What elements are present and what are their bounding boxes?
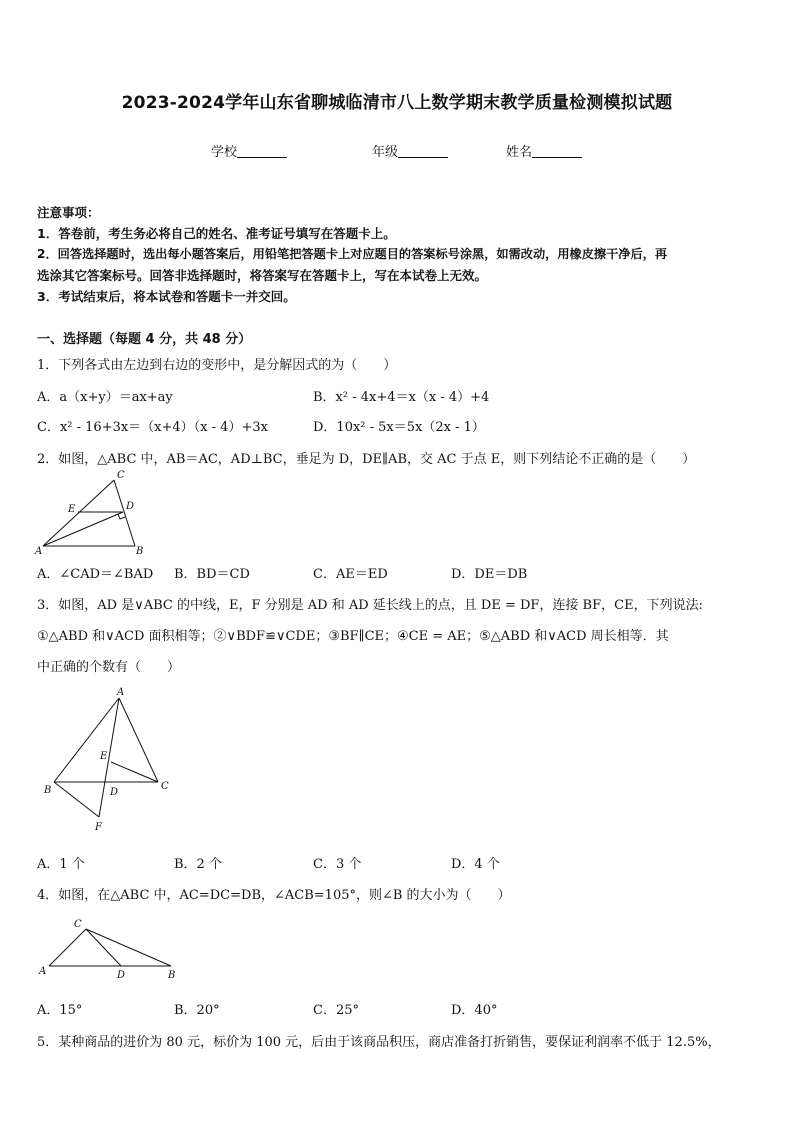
q3-label-a: A: [117, 687, 125, 698]
q2-seg-ad: [43, 512, 123, 546]
q4-label-c: C: [74, 919, 82, 930]
q4-option-c: C．25°: [313, 1003, 359, 1018]
q3-figure: [37, 685, 177, 835]
q3-option-d: D．4 个: [451, 857, 500, 872]
q3-label-f: F: [95, 822, 102, 833]
q2-option-b: B．BD＝CD: [174, 567, 250, 582]
grade-field: [372, 141, 448, 160]
q2-label-b: B: [136, 546, 144, 556]
school-blank: [237, 144, 287, 158]
q2-right-angle-mark: [118, 514, 125, 519]
page-title: 2023-2024学年山东省聊城临清市八上数学期末教学质量检测模拟试题: [121, 93, 673, 113]
q3-line-2: ①△ABD 和∨ACD 面积相等；②∨BDF≌∨CDE；③BF∥CE；④CE = AE；⑤△ABD 和∨ACD 周长相等．其: [37, 629, 669, 644]
q2-option-d: D．DE＝DB: [451, 567, 528, 582]
q3-seg-ab: [54, 698, 119, 782]
q2-option-c: C．AE＝ED: [313, 567, 388, 582]
q4-label-d: D: [117, 970, 126, 981]
section-1-heading: 一、选择题（每题 4 分，共 48 分）: [37, 332, 252, 347]
q4-option-d: D．40°: [451, 1003, 498, 1018]
name-blank: [532, 144, 582, 158]
q2-label-d: D: [126, 501, 135, 512]
notice-heading: 注意事项：: [37, 205, 100, 220]
q3-label-c: C: [161, 781, 169, 792]
q1-option-a: A．a（x+y）＝ax+ay: [37, 390, 173, 405]
q4-option-b: B．20°: [174, 1003, 220, 1018]
q3-line-1: 3．如图，AD 是∨ABC 的中线，E，F 分别是 AD 和 AD 延长线上的点，且 DE = DF，连接 BF，CE，下列说法:: [37, 598, 703, 613]
q3-seg-bf: [54, 782, 99, 817]
q3-line-3: 中正确的个数有（ ）: [37, 660, 181, 675]
q2-stem: 2．如图，△ABC 中，AB＝AC，AD⊥BC，垂足为 D，DE∥AB，交 AC 于点 E，则下列结论不正确的是（ ）: [37, 452, 696, 467]
notice-item-2a: 2．回答选择题时，选出每小题答案后，用铅笔把答题卡上对应题目的答案标号涂黑，如需改动，用橡皮擦干净后，再: [37, 247, 668, 261]
q4-figure: [35, 913, 180, 983]
q1-option-d: D．10x² - 5x＝5x（2x - 1）: [313, 420, 485, 435]
q3-option-a: A．1 个: [37, 857, 85, 872]
school-field: [211, 141, 287, 160]
q4-label-b: B: [168, 970, 176, 981]
name-label: 姓名: [506, 145, 533, 160]
notice-item-2b: 选涂其它答案标号。回答非选择题时，将答案写在答题卡上，写在本试卷上无效。: [37, 268, 488, 283]
q3-label-b: B: [44, 785, 52, 796]
q4-seg-ac: [49, 929, 86, 966]
school-label: 学校: [211, 145, 238, 160]
q3-label-d: D: [110, 787, 119, 798]
q4-seg-cb: [86, 929, 171, 966]
grade-blank: [398, 144, 448, 158]
q3-option-b: B．2 个: [174, 857, 222, 872]
q4-stem: 4．如图，在△ABC 中，AC=DC=DB，∠ACB=105°，则∠B 的大小为（ ）: [37, 888, 511, 903]
notice-item-3: 3．考试结束后，将本试卷和答题卡一并交回。: [37, 289, 296, 304]
notice-item-1: 1．答卷前，考生务必将自己的姓名、准考证号填写在答题卡上。: [37, 226, 396, 241]
name-field: [506, 141, 582, 160]
q4-option-a: A．15°: [37, 1003, 83, 1018]
q3-label-e: E: [100, 751, 108, 762]
q4-seg-cd: [86, 929, 121, 966]
q1-option-c: C．x² - 16+3x＝（x+4）（x - 4）+3x: [37, 420, 268, 435]
q2-option-a: A．∠CAD＝∠BAD: [37, 567, 154, 582]
grade-label: 年级: [372, 145, 399, 160]
q2-label-a: A: [35, 546, 43, 556]
q3-option-c: C．3 个: [313, 857, 362, 872]
q1-option-b: B．x² - 4x+4＝x（x - 4）+4: [313, 390, 490, 405]
q3-seg-ec: [111, 762, 158, 782]
q2-label-c: C: [117, 470, 125, 481]
q2-label-e: E: [68, 504, 76, 515]
q2-seg-ac: [43, 480, 114, 546]
q4-label-a: A: [39, 966, 47, 977]
q2-seg-cb: [114, 480, 135, 546]
q2-figure: [33, 468, 148, 556]
q5-line-1: 5．某种商品的进价为 80 元，标价为 100 元，后由于该商品积压，商店准备打折销售，要保证利润率不低于 12.5%，: [37, 1035, 721, 1050]
q1-stem: 1．下列各式由左边到右边的变形中，是分解因式的为（ ）: [37, 358, 397, 373]
q3-seg-ac: [119, 698, 158, 782]
